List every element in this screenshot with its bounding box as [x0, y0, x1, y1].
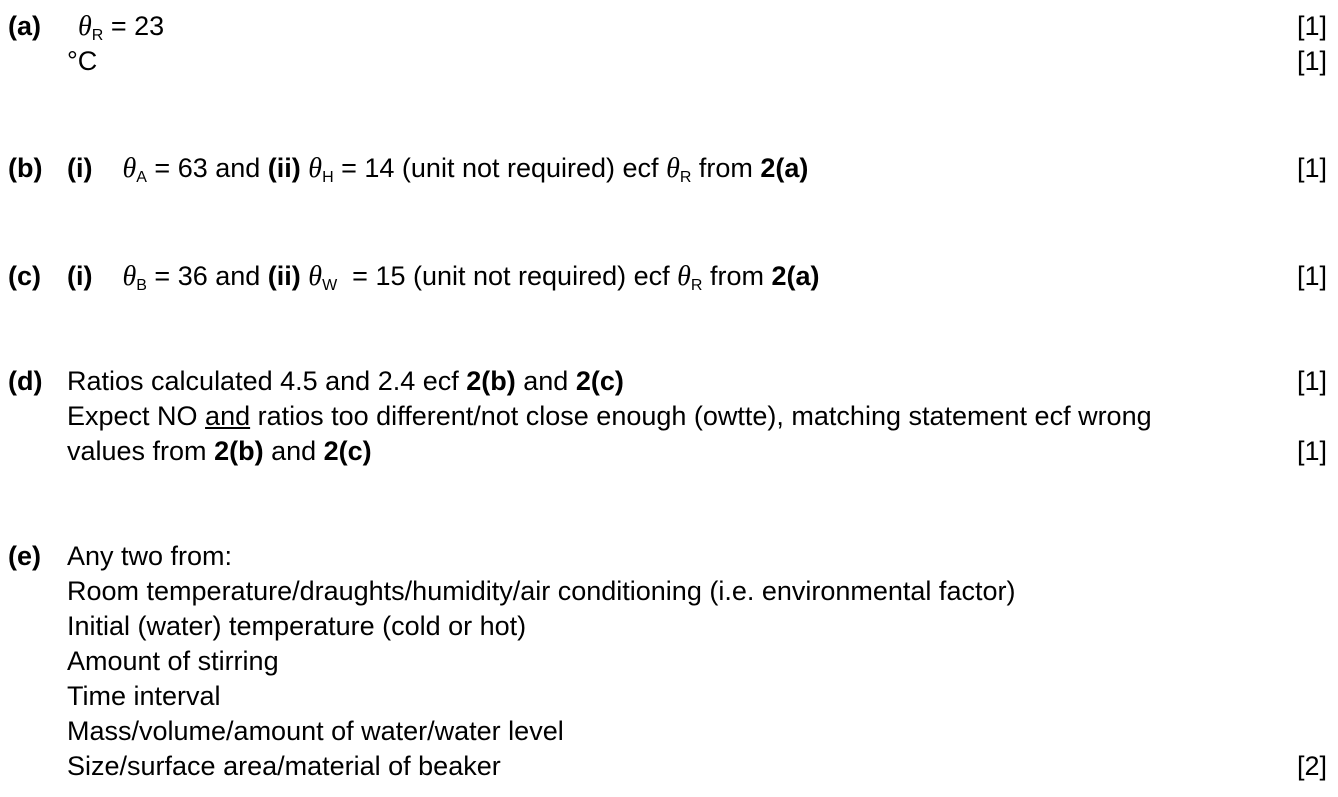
list-item: Amount of stirring [67, 646, 279, 676]
question-reference: 2(a) [771, 261, 820, 291]
value-text: = 36 and [146, 261, 268, 291]
text: values from [67, 436, 215, 466]
part-a-mark-1: [1] [1296, 11, 1327, 41]
value-text: = 63 and [146, 153, 268, 183]
part-d-line-1 [67, 364, 624, 399]
sub-part-i-label: (i) [67, 261, 93, 291]
part-d-mark-2: [1] [1296, 436, 1327, 466]
question-reference: 2(c) [575, 366, 624, 396]
theta-symbol: θ [122, 261, 137, 292]
text: Ratios calculated 4.5 and 2.4 ecf [67, 366, 467, 396]
part-a-mark-2: [1] [1296, 46, 1327, 76]
value-text: from [691, 153, 761, 183]
theta-symbol: θ [308, 153, 323, 184]
question-reference: 2(b) [214, 436, 264, 466]
subscript: R [679, 169, 692, 186]
question-reference: 2(c) [323, 436, 372, 466]
value-text: from [702, 261, 772, 291]
part-c-label: (c) [8, 261, 41, 291]
part-c-mark: [1] [1296, 261, 1327, 291]
theta-symbol: θ [78, 11, 92, 42]
part-b-label: (b) [8, 153, 43, 183]
text: ratios too different/not close enough (owtte), matching statement ecf wrong [250, 401, 1152, 431]
part-e-label: (e) [8, 541, 41, 571]
subscript: A [136, 169, 147, 186]
underlined-word: and [205, 401, 251, 431]
question-reference: 2(a) [760, 153, 809, 183]
part-c-line [67, 259, 819, 294]
value-text: = 23 [103, 11, 165, 41]
subscript: R [690, 277, 703, 294]
part-a-line-2: °C [67, 46, 98, 76]
list-item: Mass/volume/amount of water/water level [67, 716, 564, 746]
value-text: = 14 (unit not required) ecf [333, 153, 667, 183]
text: Expect NO [67, 401, 206, 431]
part-b-line [67, 151, 808, 186]
theta-symbol: θ [122, 153, 137, 184]
part-e-intro: Any two from: [67, 541, 233, 571]
text: and [263, 436, 324, 466]
subscript: R [91, 27, 104, 44]
part-b-mark: [1] [1296, 153, 1327, 183]
value-text: = 15 (unit not required) ecf [337, 261, 678, 291]
theta-symbol: θ [666, 153, 680, 184]
part-a-label: (a) [8, 11, 41, 41]
list-item: Time interval [67, 681, 221, 711]
part-d-mark-1: [1] [1296, 366, 1327, 396]
question-reference: 2(b) [466, 366, 516, 396]
theta-symbol: θ [308, 261, 323, 292]
list-item: Size/surface area/material of beaker [67, 751, 501, 781]
sub-part-ii-label: (ii) [267, 153, 301, 183]
part-d-line-2 [67, 399, 1152, 434]
text: and [515, 366, 576, 396]
list-item: Room temperature/draughts/humidity/air conditioning (i.e. environmental factor) [67, 576, 1016, 606]
subscript: W [322, 277, 338, 294]
part-d-line-3 [67, 434, 372, 469]
part-d-label: (d) [8, 366, 43, 396]
sub-part-i-label: (i) [67, 153, 93, 183]
part-e-mark: [2] [1296, 751, 1327, 781]
theta-symbol: θ [677, 261, 691, 292]
part-a-line-1 [78, 9, 164, 44]
list-item: Initial (water) temperature (cold or hot) [67, 611, 527, 641]
sub-part-ii-label: (ii) [267, 261, 301, 291]
subscript: H [322, 169, 334, 186]
subscript: B [136, 277, 147, 294]
